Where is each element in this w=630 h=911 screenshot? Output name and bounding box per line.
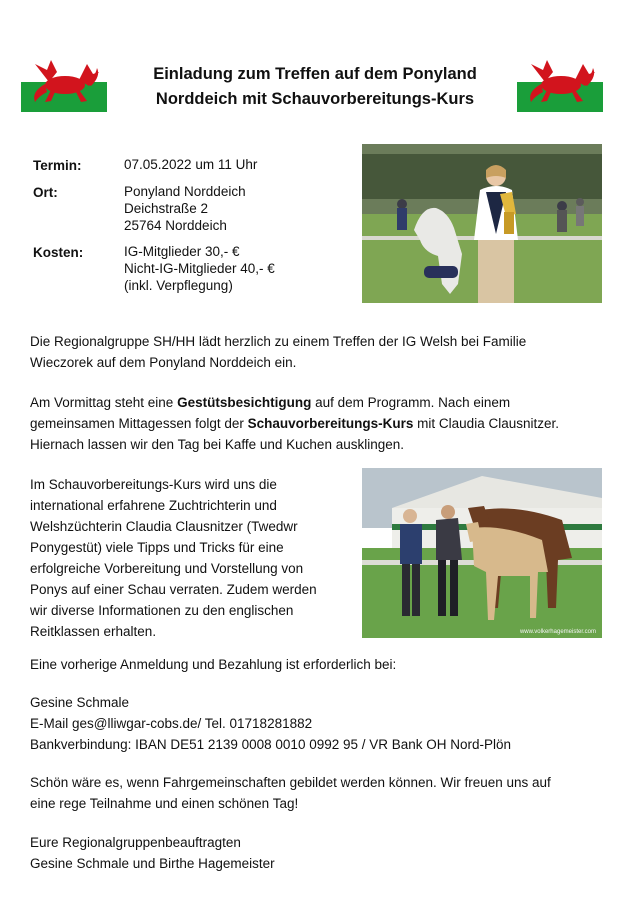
signature-line: Gesine Schmale und Birthe Hagemeister — [30, 856, 275, 871]
photo-handler-with-pony — [362, 144, 602, 303]
ort-value — [124, 183, 246, 234]
contact-block — [30, 692, 511, 755]
program-text: gemeinsamen Mittagessen folgt der — [30, 416, 248, 431]
closing-line: Schön wäre es, wenn Fahrgemeinschaften gebildet werden können. Wir freuen uns auf — [30, 775, 551, 790]
intro-line: Die Regionalgruppe SH/HH lädt herzlich zu einem Treffen der IG Welsh bei Familie — [30, 334, 527, 349]
page-title — [118, 62, 512, 112]
program-paragraph — [30, 392, 559, 455]
course-line: international erfahrene Zuchtrichterin und — [30, 498, 277, 513]
contact-email-phone: E-Mail ges@lliwgar-cobs.de/ Tel. 01718281882 — [30, 716, 313, 731]
program-bold-kurs: Schauvorbereitungs-Kurs — [247, 416, 414, 431]
course-line: Im Schauvorbereitungs-Kurs wird uns die — [30, 477, 277, 492]
kosten-line: IG-Mitglieder 30,- € — [124, 244, 240, 259]
program-line-1 — [30, 392, 559, 413]
program-bold-gestuetsbesichtigung: Gestütsbesichtigung — [177, 395, 312, 410]
termin-value: 07.05.2022 um 11 Uhr — [124, 157, 258, 172]
kosten-value — [124, 243, 275, 294]
course-line: wir diverse Informationen zu den englischen — [30, 603, 294, 618]
welsh-flag-left-icon — [21, 52, 107, 112]
contact-bank: Bankverbindung: IBAN DE51 2139 0008 0010 0992 95 / VR Bank OH Nord-Plön — [30, 737, 512, 752]
contact-name: Gesine Schmale — [30, 695, 130, 710]
photo-mare-and-foal — [362, 468, 602, 638]
course-line: Reitklassen erhalten. — [30, 624, 157, 639]
program-text: Am Vormittag steht eine — [30, 395, 178, 410]
signature-line: Eure Regionalgruppenbeauftragten — [30, 835, 241, 850]
course-line: Ponygestüt) viele Tipps und Tricks für eine — [30, 540, 284, 555]
registration-paragraph: Eine vorherige Anmeldung und Bezahlung ist erforderlich bei: — [30, 657, 397, 672]
termin-label: Termin: — [33, 158, 82, 173]
program-text: auf dem Programm. Nach einem — [311, 395, 511, 410]
ort-line: Deichstraße 2 — [124, 201, 209, 216]
course-line: erfolgreiche Vorbereitung und Vorstellung von — [30, 561, 304, 576]
signature-block — [30, 832, 275, 874]
ort-label: Ort: — [33, 185, 58, 200]
kosten-label: Kosten: — [33, 245, 84, 260]
title-line-2: Norddeich mit Schauvorbereitungs-Kurs — [155, 90, 475, 108]
ort-line: Ponyland Norddeich — [124, 184, 246, 199]
kosten-line: (inkl. Verpflegung) — [124, 278, 233, 293]
program-line-2 — [30, 413, 559, 434]
kosten-line: Nicht-IG-Mitglieder 40,- € — [124, 261, 275, 276]
course-paragraph — [30, 474, 317, 642]
intro-line: Wieczorek auf dem Ponyland Norddeich ein. — [30, 355, 297, 370]
program-line-3: Hiernach lassen wir den Tag bei Kaffe und Kuchen ausklingen. — [30, 437, 404, 452]
photo-credit: www.volkerhagemeister.com — [519, 629, 596, 635]
course-line: Welshzüchterin Claudia Clausnitzer (Twedwr — [30, 519, 298, 534]
closing-line: eine rege Teilnahme und einen schönen Tag! — [30, 796, 299, 811]
program-text: mit Claudia Clausnitzer. — [413, 416, 559, 431]
intro-paragraph — [30, 331, 526, 373]
closing-paragraph — [30, 772, 551, 814]
course-line: Ponys auf einer Schau verraten. Zudem werden — [30, 582, 317, 597]
ort-line: 25764 Norddeich — [124, 218, 227, 233]
welsh-flag-right-icon — [517, 52, 603, 112]
title-line-1: Einladung zum Treffen auf dem Ponyland — [153, 65, 477, 83]
